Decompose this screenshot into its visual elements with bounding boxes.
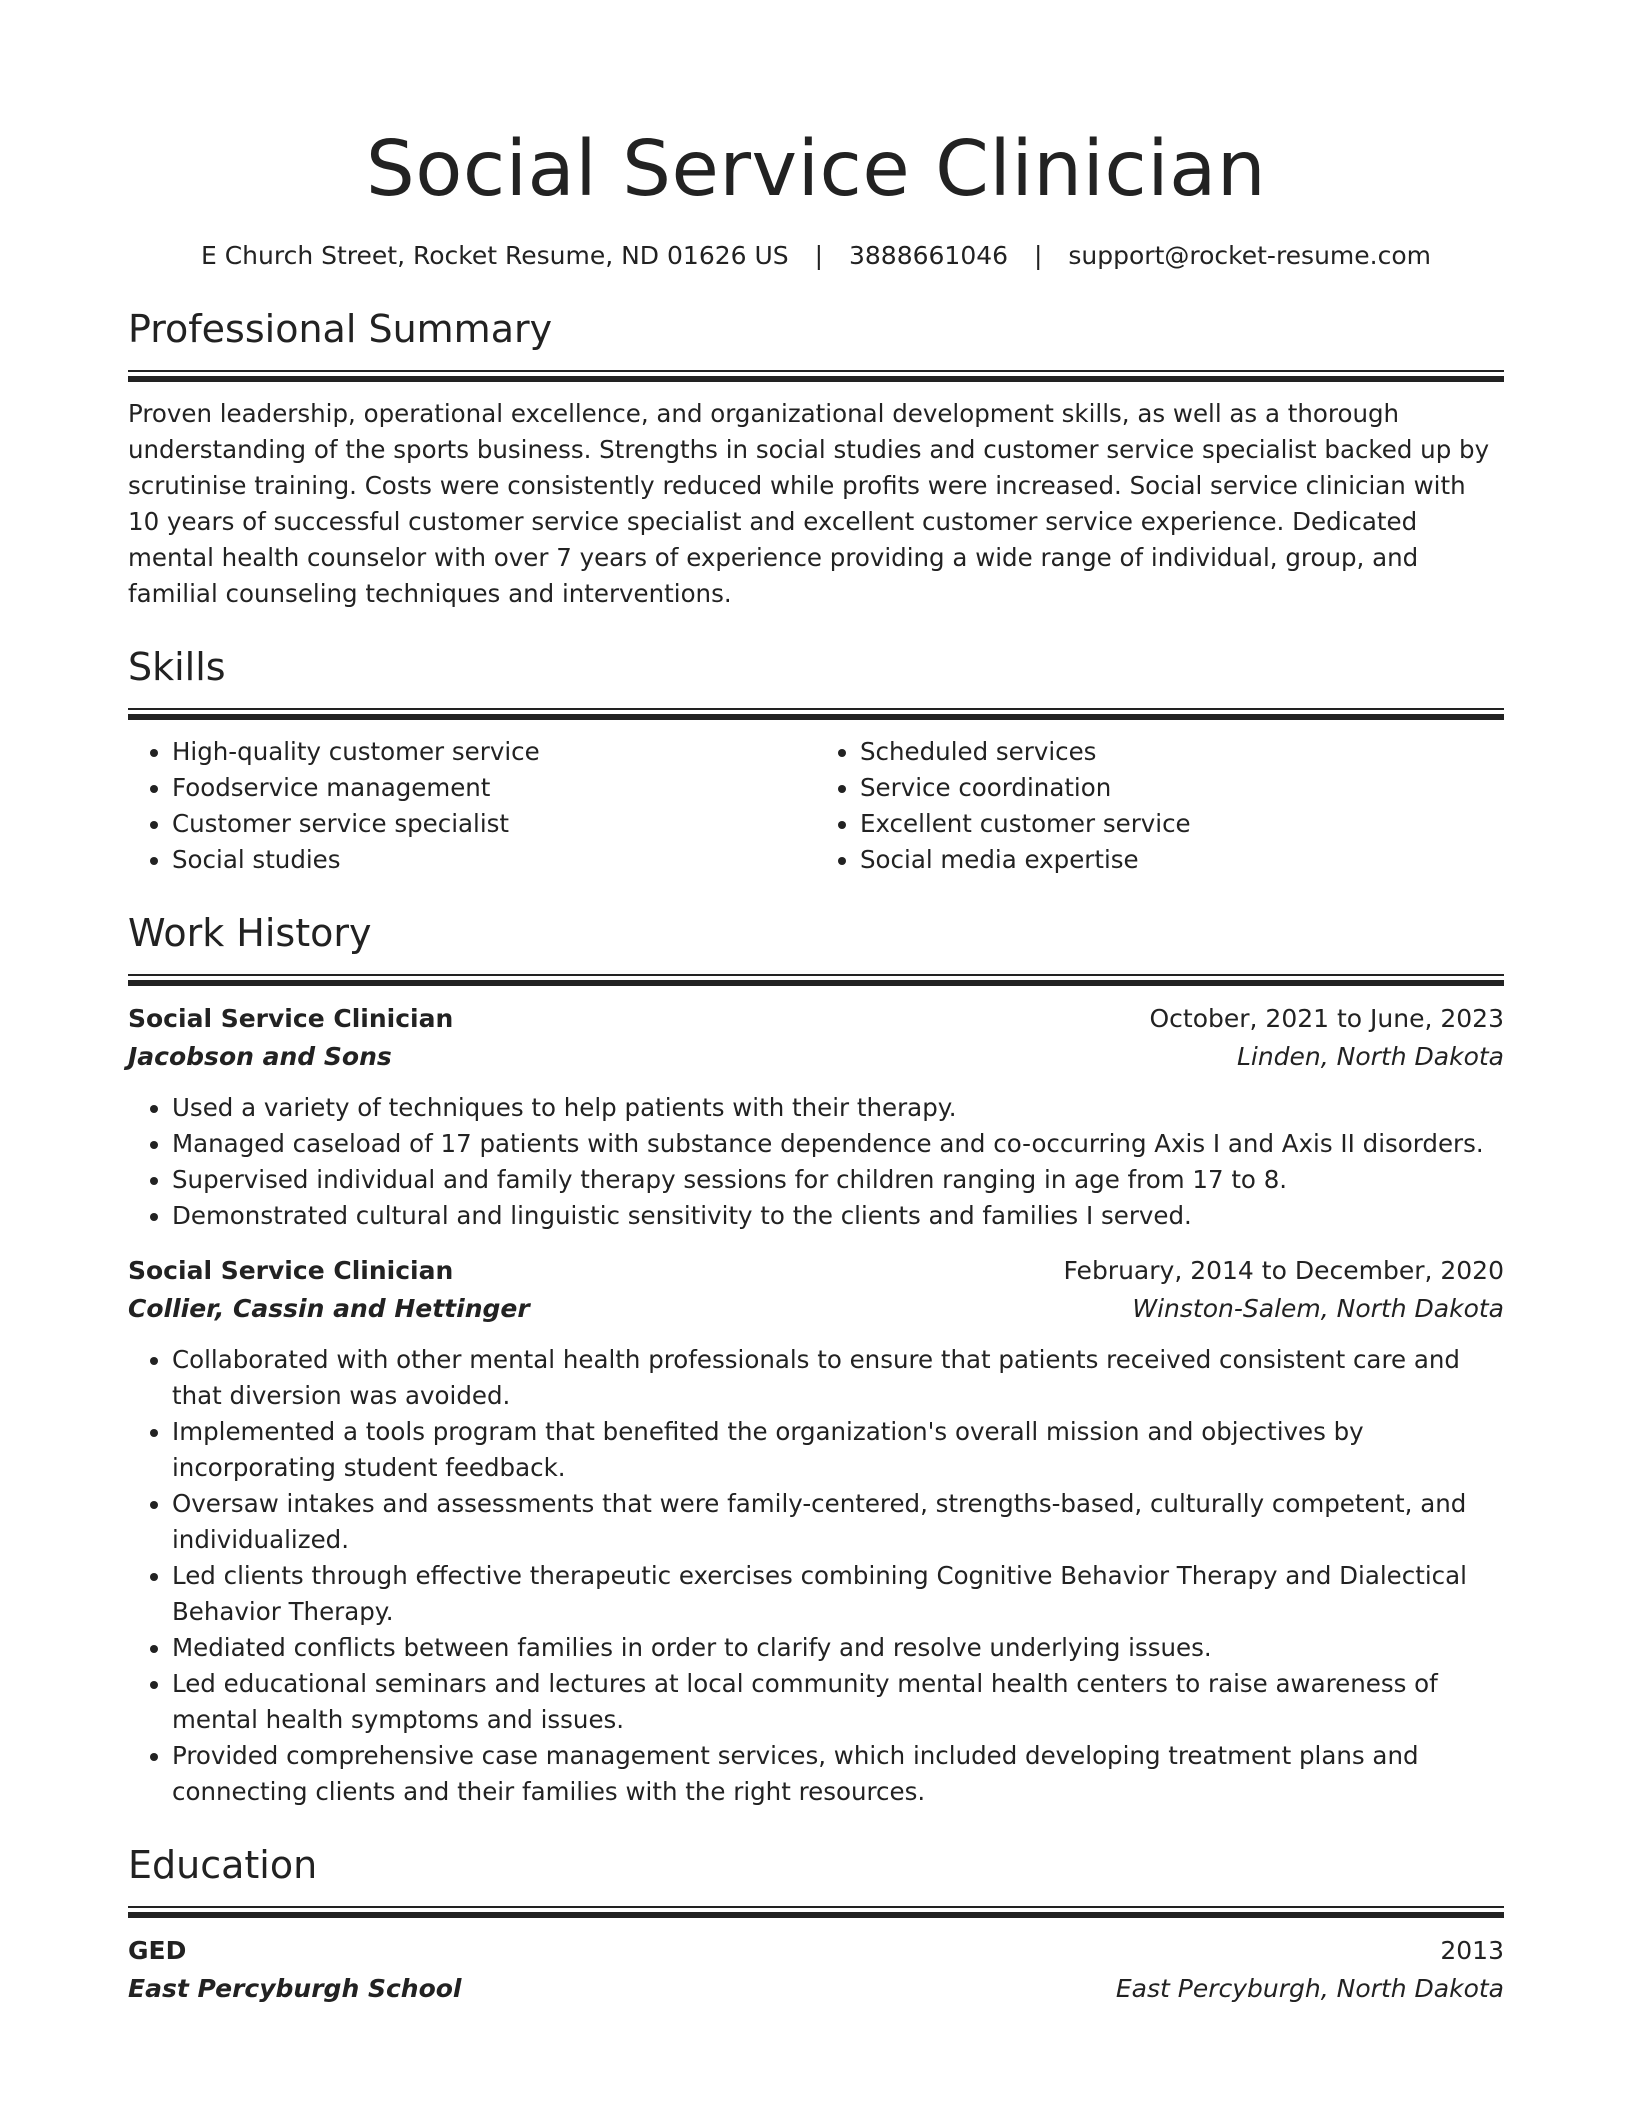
contact-line	[128, 238, 1504, 274]
contact-phone: 3888661046	[849, 241, 1009, 270]
resume-name: Social Service Clinician	[365, 125, 1267, 214]
job-bullet: • Used a variety of techniques to help patients with their therapy.	[172, 1090, 1504, 1126]
job-bullet: • Collaborated with other mental health professionals to ensure that patients received consistent care and that diversion was avoided.	[172, 1342, 1504, 1414]
job-company: Jacobson and Sons	[128, 1042, 392, 1071]
contact-separator: |	[814, 241, 824, 270]
job-dates: October, 2021 to June, 2023	[1149, 1004, 1504, 1033]
skills-title: Skills	[128, 645, 226, 689]
job-title: Social Service Clinician	[128, 1256, 454, 1285]
job-location: Winston-Salem, North Dakota	[1132, 1294, 1504, 1323]
education-degree: GED	[128, 1936, 187, 1965]
section-divider	[128, 370, 1504, 382]
skill-item: • Customer service specialist	[172, 806, 816, 842]
skill-item: • Social media expertise	[860, 842, 1504, 878]
education-year: 2013	[1440, 1936, 1504, 1965]
job-bullet: • Led clients through effective therapeutic exercises combining Cognitive Behavior Therapy and Dialectical Behavior Therapy.	[172, 1558, 1504, 1630]
summary-section	[128, 304, 1504, 612]
education-section	[128, 1840, 1504, 2008]
job-bullet: • Mediated conflicts between families in order to clarify and resolve underlying issues.	[172, 1630, 1504, 1666]
job-bullet: • Demonstrated cultural and linguistic sensitivity to the clients and families I served.	[172, 1198, 1504, 1234]
skills-section	[128, 642, 1504, 878]
summary-title: Professional Summary	[128, 307, 553, 351]
job-bullet: • Led educational seminars and lectures at local community mental health centers to raise awareness of mental health symptoms and issues.	[172, 1666, 1504, 1738]
skills-right-list	[816, 734, 1504, 878]
job-entry	[128, 1252, 1504, 1810]
job-company: Collier, Cassin and Hettinger	[128, 1294, 530, 1323]
skills-columns	[128, 734, 1504, 878]
job-bullet: • Implemented a tools program that benefited the organization's overall mission and objectives by incorporating student feedback.	[172, 1414, 1504, 1486]
job-bullet: • Supervised individual and family therapy sessions for children ranging in age from 17 to 8.	[172, 1162, 1504, 1198]
education-school: East Percyburgh School	[128, 1974, 462, 2003]
skill-item: • High-quality customer service	[172, 734, 816, 770]
work-section	[128, 908, 1504, 1810]
job-bullet: • Managed caseload of 17 patients with substance dependence and co-occurring Axis I and Axis II disorders.	[172, 1126, 1504, 1162]
job-subheader-row	[128, 1290, 1504, 1328]
contact-email: support@rocket-resume.com	[1068, 241, 1432, 270]
job-title: Social Service Clinician	[128, 1004, 454, 1033]
job-header-row	[128, 1252, 1504, 1290]
section-divider	[128, 974, 1504, 986]
skill-item: • Excellent customer service	[860, 806, 1504, 842]
job-header-row	[128, 1000, 1504, 1038]
skills-left-list	[128, 734, 816, 878]
work-title: Work History	[128, 911, 372, 955]
job-location: Linden, North Dakota	[1236, 1042, 1504, 1071]
summary-text: Proven leadership, operational excellence, and organizational development skills, as well as a thorough understanding of the sports business. Strengths in social studies and customer service specialist backed up by scrutinise training. Costs were consistently reduced while profits were increased. Social service clinician with 10 years of successful customer service specialist and excellent customer service experience. Dedicated mental health counselor with over 7 years of experience providing a wide range of individual, group, and familial counseling techniques and interventions.	[128, 399, 1490, 608]
education-header-row	[128, 1932, 1504, 1970]
education-subheader-row	[128, 1970, 1504, 2008]
job-bullets	[128, 1090, 1504, 1234]
education-entry	[128, 1932, 1504, 2008]
job-bullet: • Oversaw intakes and assessments that were family-centered, strengths-based, culturally competent, and individualized.	[172, 1486, 1504, 1558]
skill-item: • Scheduled services	[860, 734, 1504, 770]
education-title: Education	[128, 1843, 318, 1887]
skill-item: • Service coordination	[860, 770, 1504, 806]
job-bullets	[128, 1342, 1504, 1810]
skill-item: • Social studies	[172, 842, 816, 878]
education-location: East Percyburgh, North Dakota	[1115, 1974, 1504, 2003]
job-dates: February, 2014 to December, 2020	[1063, 1256, 1504, 1285]
job-subheader-row	[128, 1038, 1504, 1076]
skill-item: • Foodservice management	[172, 770, 816, 806]
section-divider	[128, 708, 1504, 720]
job-bullet: • Provided comprehensive case management services, which included developing treatment plans and connecting clients and their families with the right resources.	[172, 1738, 1504, 1810]
section-divider	[128, 1906, 1504, 1918]
contact-address: E Church Street, Rocket Resume, ND 01626 US	[200, 241, 789, 270]
contact-separator: |	[1034, 241, 1043, 270]
job-entry	[128, 1000, 1504, 1234]
